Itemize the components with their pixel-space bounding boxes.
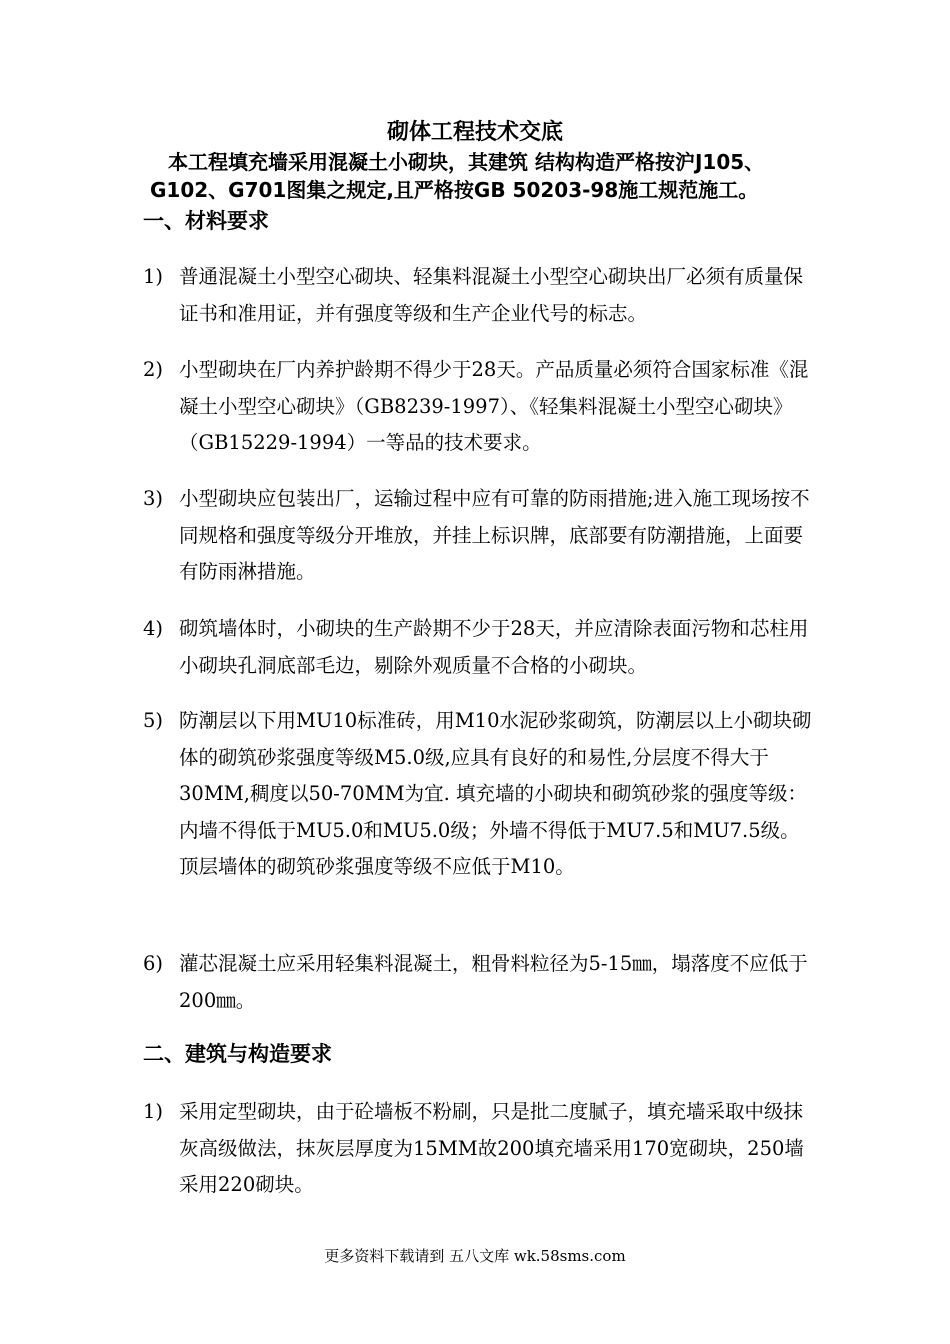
item-text: 小型砌块应包装出厂，运输过程中应有可靠的防雨措施;进入施工现场按不同规格和强度等级分开堆放，并挂上标识牌，底部要有防潮措施，上面要有防雨淋措施。 (179, 487, 810, 583)
item-number: 3) (143, 487, 164, 510)
item-number: 1) (143, 265, 164, 288)
list-item (143, 946, 813, 1019)
item-number: 2) (143, 358, 164, 381)
item-number: 4) (143, 617, 164, 640)
item-number: 5) (143, 709, 164, 732)
item-text: 防潮层以下用MU10标准砖，用M10水泥砂浆砌筑，防潮层以上小砌块砌体的砌筑砂浆强度等级M5.0级,应具有良好的和易性,分层度不得大于30MM,稠度以50-70MM为宜. 填充墙的小砌块和砌筑砂浆的强度等级：内墙不得低于MU5.0和MU5.0级；外墙不得低于MU7.5和MU7.5级。顶层墙体的砌筑砂浆强度等级不应低于M10。 (179, 709, 812, 878)
item-text: 采用定型砌块，由于砼墙板不粉刷，只是批二度腻子，填充墙采取中级抹灰高级做法，抹灰层厚度为15MM故200填充墙采用170宽砌块，250墙采用220砌块。 (179, 1100, 804, 1196)
item-text: 灌芯混凝土应采用轻集料混凝土，粗骨料粒径为5-15㎜，塌落度不应低于200㎜。 (179, 952, 808, 1012)
section-heading-materials: 一、材料要求 (143, 209, 269, 233)
page-footer: 更多资料下载请到 五八文库 wk.58sms.com (324, 1247, 626, 1265)
list-item (143, 1094, 813, 1204)
item-text: 小型砌块在厂内养护龄期不得少于28天。产品质量必须符合国家标准《混凝土小型空心砌块》（GB8239-1997）、《轻集料混凝土小型空心砌块》（GB15229-1994）一等品的技术要求。 (179, 358, 809, 454)
item-number: 6) (143, 952, 164, 975)
section-heading-construction: 二、建筑与构造要求 (143, 1042, 332, 1066)
document-title: 砌体工程技术交底 (386, 120, 563, 145)
list-item (143, 703, 813, 886)
list-item (143, 352, 813, 462)
list-item (143, 481, 813, 591)
intro-paragraph: 本工程填充墙采用混凝土小砌块，其建筑 结构构造严格按沪J105、G102、G701图集之规定,且严格按GB 50203-98施工规范施工。 (150, 150, 765, 202)
list-item (143, 259, 813, 332)
item-text: 普通混凝土小型空心砌块、轻集料混凝土小型空心砌块出厂必须有质量保证书和准用证，并有强度等级和生产企业代号的标志。 (179, 265, 804, 325)
item-number: 1) (143, 1100, 164, 1123)
list-item (143, 611, 813, 684)
item-text: 砌筑墙体时，小砌块的生产龄期不少于28天，并应清除表面污物和芯柱用小砌块孔洞底部毛边，剔除外观质量不合格的小砌块。 (179, 617, 809, 677)
